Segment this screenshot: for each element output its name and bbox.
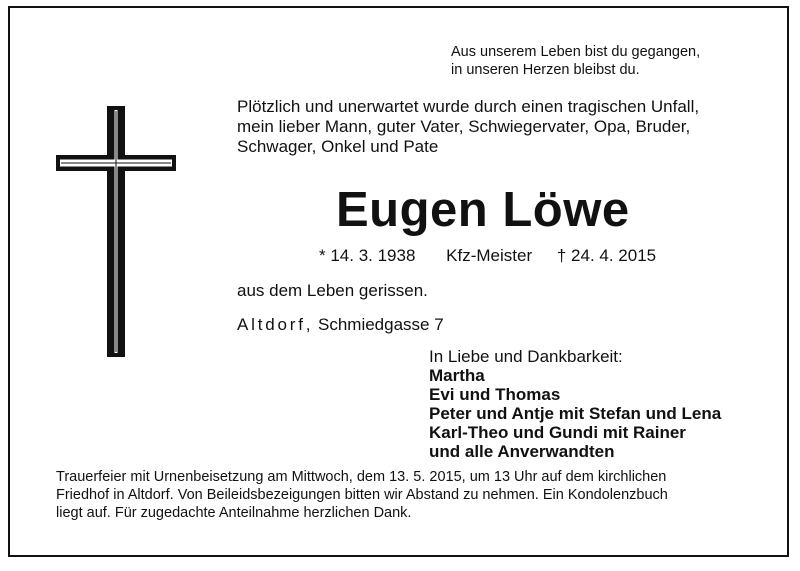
- motto-line: Aus unserem Leben bist du gegangen,: [451, 44, 701, 60]
- address-street: Schmiedgasse 7: [318, 315, 444, 334]
- intro-line: Schwager, Onkel und Pate: [237, 137, 439, 156]
- funeral-notice: [56, 468, 668, 522]
- address-town: Altdorf,: [237, 315, 314, 334]
- family-signature: [429, 347, 721, 461]
- torn-from-life-text: aus dem Leben gerissen.: [237, 281, 428, 300]
- family-heading: In Liebe und Dankbarkeit:: [429, 347, 623, 366]
- birth-date: * 14. 3. 1938: [319, 246, 416, 265]
- motto-line: in unseren Herzen bleibst du.: [451, 62, 640, 78]
- funeral-notice-line: Trauerfeier mit Urnenbeisetzung am Mittwoch, dem 13. 5. 2015, um 13 Uhr auf dem kirchlichen: [56, 469, 667, 485]
- family-member: Karl-Theo und Gundi mit Rainer: [429, 423, 686, 442]
- funeral-notice-line: liegt auf. Für zugedachte Anteilnahme herzlichen Dank.: [56, 505, 412, 521]
- address: [237, 314, 444, 336]
- funeral-notice-line: Friedhof in Altdorf. Von Beileidsbezeigungen bitten wir Abstand zu nehmen. Ein Kondolenzbuch: [56, 487, 668, 503]
- profession: Kfz-Meister: [446, 246, 533, 265]
- family-member: Peter und Antje mit Stefan und Lena: [429, 404, 722, 423]
- family-member: Martha: [429, 366, 485, 385]
- deceased-name: Eugen Löwe: [336, 183, 630, 237]
- family-members: [429, 366, 721, 461]
- cross-icon: [56, 106, 176, 357]
- family-member: Evi und Thomas: [429, 385, 561, 404]
- intro-line: Plötzlich und unerwartet wurde durch einen tragischen Unfall,: [237, 97, 700, 116]
- intro-text: [237, 97, 699, 157]
- intro-line: mein lieber Mann, guter Vater, Schwiegervater, Opa, Bruder,: [237, 117, 691, 136]
- life-dates: [319, 245, 656, 267]
- death-date: † 24. 4. 2015: [556, 246, 657, 265]
- motto: [451, 43, 700, 79]
- family-member: und alle Anverwandten: [429, 442, 615, 461]
